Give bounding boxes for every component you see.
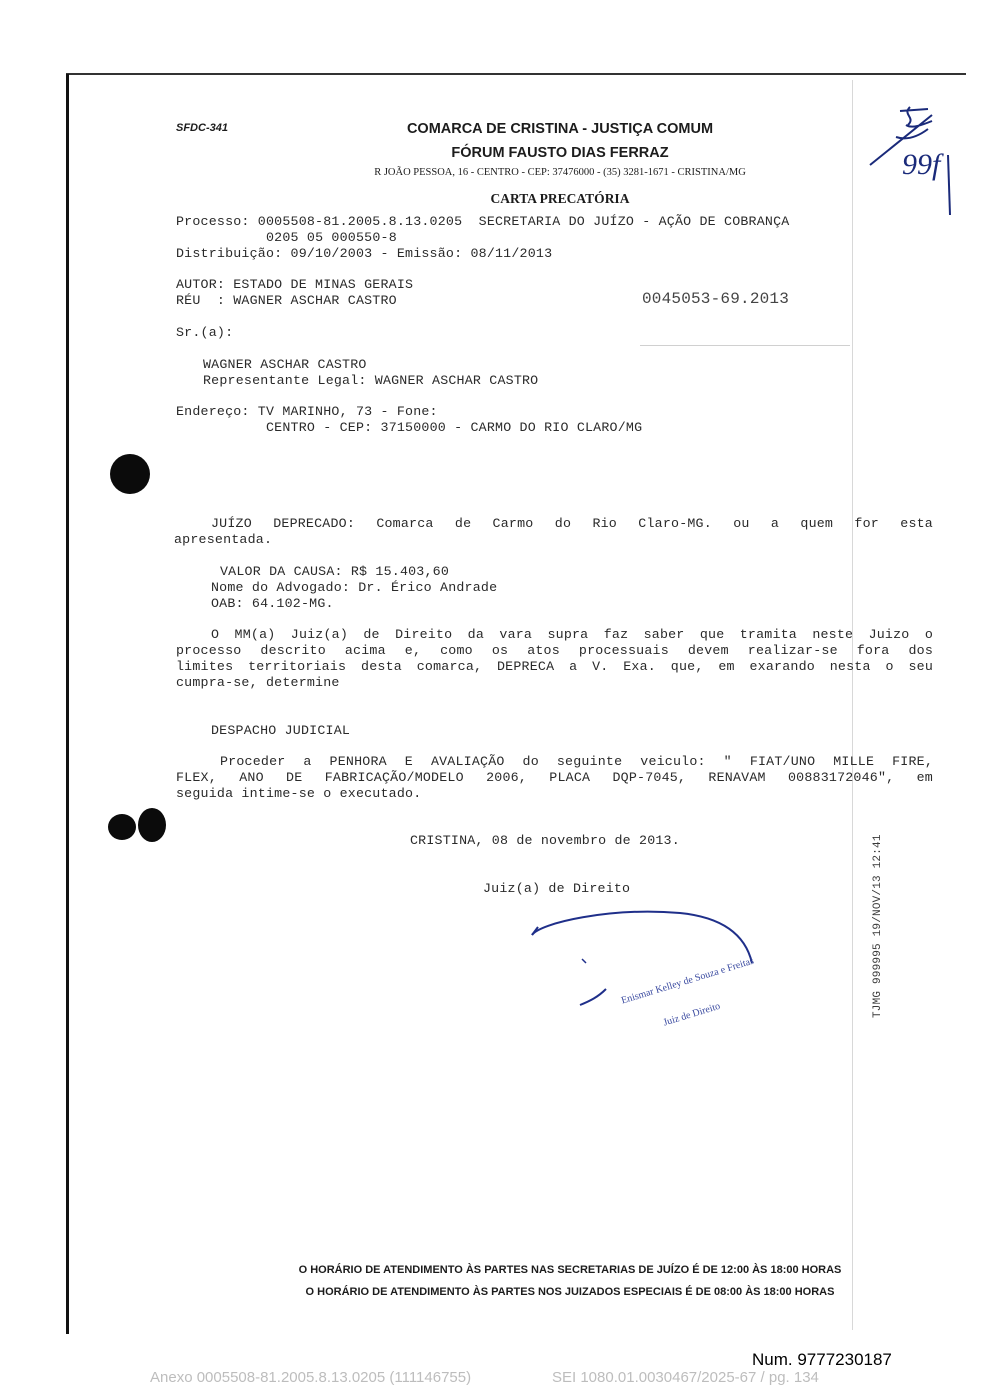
process-line: Processo: 0005508-81.2005.8.13.0205 SECRETARIA DO JUÍZO - AÇÃO DE COBRANÇA — [176, 214, 790, 229]
form-code: SFDC-341 — [176, 122, 228, 134]
judge-label: Juiz(a) de Direito — [483, 881, 631, 896]
page-right-fold — [852, 80, 853, 1330]
valor-causa: VALOR DA CAUSA: R$ 15.403,60 — [220, 564, 450, 579]
signature-stamp-name: Enismar Kelley de Souza e Freitas — [620, 955, 756, 1007]
punch-hole-mark — [110, 454, 150, 494]
paragraph-line-1: O MM(a) Juiz(a) de Direito da vara supra faz saber que tramita neste Juizo o — [211, 627, 933, 642]
forum-name: FÓRUM FAUSTO DIAS FERRAZ — [451, 145, 669, 161]
despacho-title: DESPACHO JUDICIAL — [211, 723, 351, 738]
legal-representative: Representante Legal: WAGNER ASCHAR CASTRO — [203, 373, 539, 388]
despacho-line-3: seguida intime-se o executado. — [176, 786, 422, 801]
punch-hole-mark — [138, 808, 166, 842]
paragraph-line-4: cumpra-se, determine — [176, 675, 340, 690]
receipt-side-stamp: TJMG 999995 19/NOV/13 12:41 — [872, 834, 884, 1018]
document-type: CARTA PRECATÓRIA — [490, 191, 630, 206]
advogado-name: Nome do Advogado: Dr. Érico Andrade — [211, 580, 498, 595]
annex-reference: Anexo 0005508-81.2005.8.13.0205 (111146755) — [150, 1369, 472, 1386]
juizo-deprecado-continuation: apresentada. — [174, 532, 273, 547]
distribution-line: Distribuição: 09/10/2003 - Emissão: 08/11/2013 — [176, 246, 553, 261]
stamp-underline — [640, 345, 850, 346]
page-top-border — [66, 73, 966, 75]
sei-reference: SEI 1080.01.0030467/2025-67 / pg. 134 — [552, 1369, 819, 1386]
recipient-name: WAGNER ASCHAR CASTRO — [203, 357, 367, 372]
page-left-border — [66, 74, 69, 1334]
signature-stamp-title: Juiz de Direito — [662, 1000, 722, 1029]
process-code: 0205 05 000550-8 — [266, 230, 397, 245]
reu-line: RÉU : WAGNER ASCHAR CASTRO — [176, 293, 397, 308]
salutation: Sr.(a): — [176, 325, 234, 340]
court-address: R JOÃO PESSOA, 16 - CENTRO - CEP: 37476000 - (35) 3281-1671 - CRISTINA/MG — [374, 167, 746, 178]
paragraph-line-2: processo descrito acima e, como os atos processuais devem realizar-se fora dos — [176, 643, 933, 658]
address-line-1: Endereço: TV MARINHO, 73 - Fone: — [176, 404, 438, 419]
despacho-line-1: Proceder a PENHORA E AVALIAÇÃO do seguinte veiculo: " FIAT/UNO MILLE FIRE, — [220, 754, 933, 769]
oab-number: OAB: 64.102-MG. — [211, 596, 334, 611]
juizo-deprecado-line: JUÍZO DEPRECADO: Comarca de Carmo do Rio Claro-MG. ou a quem for esta — [211, 516, 933, 531]
hours-juizados: O HORÁRIO DE ATENDIMENTO ÀS PARTES NOS JUIZADOS ESPECIAIS É DE 08:00 ÀS 18:00 HORAS — [305, 1286, 835, 1298]
stamp-number: 0045053-69.2013 — [642, 290, 790, 308]
paragraph-line-3: limites territoriais desta comarca, DEPRECA a V. Exa. que, em exarando nesta o seu — [176, 659, 933, 674]
court-name: COMARCA DE CRISTINA - JUSTIÇA COMUM — [406, 121, 714, 137]
handwritten-page-number: 99f — [902, 148, 941, 181]
despacho-line-2: FLEX, ANO DE FABRICAÇÃO/MODELO 2006, PLACA DQP-7045, RENAVAM 00883172046", em — [176, 770, 933, 785]
autor-line: AUTOR: ESTADO DE MINAS GERAIS — [176, 277, 414, 292]
address-line-2: CENTRO - CEP: 37150000 - CARMO DO RIO CLARO/MG — [266, 420, 643, 435]
hours-secretarias: O HORÁRIO DE ATENDIMENTO ÀS PARTES NAS SECRETARIAS DE JUÍZO É DE 12:00 ÀS 18:00 HORAS — [298, 1264, 842, 1276]
document-number: Num. 9777230187 — [752, 1350, 892, 1369]
date-line: CRISTINA, 08 de novembro de 2013. — [410, 833, 680, 848]
punch-hole-mark — [108, 814, 136, 840]
